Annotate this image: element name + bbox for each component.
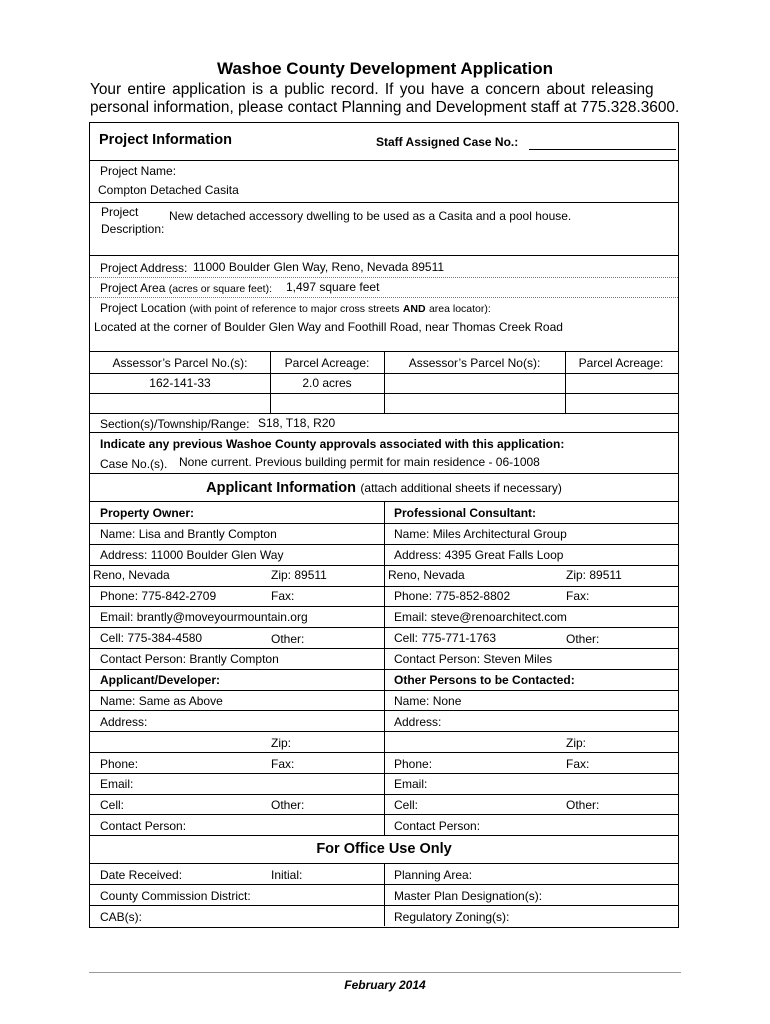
project-location-note-post: area locator): [428, 303, 491, 315]
date-received-label[interactable]: Date Received: [100, 868, 183, 882]
owner-other-label: Other: [271, 632, 305, 646]
owner-email[interactable] [100, 610, 308, 624]
others-cell-label: Cell: [394, 798, 419, 812]
consultant-heading: Professional Consultant: [394, 506, 537, 520]
project-area-value[interactable]: 1,497 square feet [286, 280, 380, 294]
others-cell[interactable] [394, 798, 418, 812]
developer-other[interactable] [271, 798, 304, 812]
consultant-name-label: Name: [394, 527, 430, 541]
parcel-header-1: Assessor’s Parcel No.(s): [112, 356, 248, 370]
developer-contact[interactable] [100, 819, 186, 833]
developer-address-label: Address: [100, 715, 148, 729]
others-heading: Other Persons to be Contacted: [394, 673, 575, 687]
owner-fax-label: Fax: [271, 589, 295, 603]
commission-district-label[interactable]: County Commission District: [100, 889, 251, 903]
others-fax[interactable] [566, 757, 589, 771]
consultant-other[interactable] [566, 632, 599, 646]
owner-cell-value: 775-384-4580 [127, 631, 203, 645]
owner-name-value: Lisa and Brantly Compton [138, 527, 277, 541]
owner-phone-value: 775-842-2709 [141, 589, 217, 603]
consultant-email-label: Email: [394, 610, 428, 624]
rule-dotted [90, 277, 678, 278]
consultant-city[interactable]: Reno, Nevada [388, 568, 465, 582]
consultant-name-value: Miles Architectural Group [432, 527, 567, 541]
others-zip-label: Zip: [566, 736, 587, 750]
owner-zip[interactable] [271, 568, 327, 582]
rule [90, 202, 678, 203]
cab-label[interactable]: CAB(s): [100, 910, 142, 924]
owner-name[interactable] [100, 527, 277, 541]
consultant-email-value: steve@renoarchitect.com [430, 610, 567, 624]
developer-other-label: Other: [271, 798, 305, 812]
consultant-name[interactable] [394, 527, 567, 541]
project-location-note-and: AND [402, 303, 426, 315]
column-divider [384, 501, 385, 835]
consultant-contact[interactable] [394, 652, 552, 666]
others-contact-label: Contact Person: [394, 819, 481, 833]
case-nos-value[interactable]: None current. Previous building permit for main residence - 06-1008 [179, 455, 540, 469]
regulatory-zoning-label[interactable]: Regulatory Zoning(s): [394, 910, 510, 924]
consultant-zip-value: 89511 [589, 568, 622, 582]
column-divider [384, 863, 385, 926]
owner-email-label: Email: [100, 610, 134, 624]
developer-name[interactable] [100, 694, 223, 708]
developer-name-label: Name: [100, 694, 136, 708]
consultant-cell-label: Cell: [394, 631, 419, 645]
owner-zip-label: Zip: [271, 568, 292, 582]
project-name-label: Project Name: [100, 164, 177, 178]
others-contact[interactable] [394, 819, 480, 833]
others-phone[interactable] [394, 757, 432, 771]
others-fax-label: Fax: [566, 757, 590, 771]
rule [90, 413, 678, 414]
others-name-value: None [432, 694, 462, 708]
project-description-value[interactable]: New detached accessory dwelling to be used as a Casita and a pool house. [169, 209, 572, 223]
developer-address[interactable] [100, 715, 147, 729]
master-plan-label[interactable]: Master Plan Designation(s): [394, 889, 543, 903]
consultant-cell-value: 775-771-1763 [421, 631, 497, 645]
intro-line-2: personal information, please contact Planning and Development staff at 775.328.3600. [90, 99, 680, 116]
consultant-address-value: 4395 Great Falls Loop [444, 548, 564, 562]
owner-phone-label: Phone: [100, 589, 139, 603]
initial-label[interactable]: Initial: [271, 868, 303, 882]
case-no-label: Staff Assigned Case No.: [376, 135, 519, 149]
others-address[interactable] [394, 715, 441, 729]
rule [90, 835, 678, 836]
consultant-fax[interactable] [566, 589, 589, 603]
developer-name-value: Same as Above [138, 694, 223, 708]
project-description-label-2: Description: [101, 222, 165, 236]
project-location-label [100, 301, 491, 315]
case-no-line [529, 149, 676, 150]
consultant-other-label: Other: [566, 632, 600, 646]
owner-zip-value: 89511 [294, 568, 327, 582]
consultant-cell[interactable] [394, 631, 496, 645]
rule-dotted [90, 297, 678, 298]
planning-area-label[interactable]: Planning Area: [394, 868, 473, 882]
section-township-label: Section(s)/Township/Range: [100, 417, 250, 431]
applicant-section-title: Applicant Information [206, 480, 356, 496]
owner-city[interactable]: Reno, Nevada [93, 568, 170, 582]
owner-fax[interactable] [271, 589, 294, 603]
developer-email[interactable] [100, 777, 133, 791]
owner-email-value: brantly@moveyourmountain.org [136, 610, 308, 624]
consultant-phone[interactable] [394, 589, 510, 603]
parcel-header-4: Parcel Acreage: [578, 356, 664, 370]
rule [90, 160, 678, 161]
parcel-cell[interactable]: 2.0 acres [302, 376, 352, 390]
developer-zip[interactable] [271, 736, 291, 750]
consultant-contact-value: Steven Miles [483, 652, 553, 666]
rule [90, 473, 678, 474]
footer-date: February 2014 [344, 978, 426, 992]
project-location-value[interactable]: Located at the corner of Boulder Glen Way and Foothill Road, near Thomas Creek Road [94, 320, 563, 334]
others-name-label: Name: [394, 694, 430, 708]
developer-zip-label: Zip: [271, 736, 292, 750]
consultant-contact-label: Contact Person: [394, 652, 481, 666]
developer-fax-label: Fax: [271, 757, 295, 771]
project-location-note: (with point of reference to major cross streets [189, 303, 400, 315]
project-description-label: Project [101, 205, 139, 219]
owner-contact-value: Brantly Compton [189, 652, 279, 666]
project-address-value[interactable]: 11000 Boulder Glen Way, Reno, Nevada 89511 [193, 260, 445, 274]
rule [90, 255, 678, 256]
rule [90, 432, 678, 433]
owner-other[interactable] [271, 632, 304, 646]
others-email-label: Email: [394, 777, 428, 791]
consultant-zip[interactable] [566, 568, 622, 582]
applicant-section-note: (attach additional sheets if necessary) [360, 481, 562, 495]
project-address-label: Project Address: [100, 261, 188, 275]
project-area-label [100, 281, 272, 295]
project-location-label-text: Project Location [100, 301, 187, 315]
owner-address-value: 11000 Boulder Glen Way [150, 548, 284, 562]
page-title: Washoe County Development Application [217, 59, 553, 78]
parcel-cell[interactable]: 162-141-33 [149, 376, 211, 390]
parcel-header-2: Parcel Acreage: [284, 356, 370, 370]
consultant-phone-label: Phone: [394, 589, 433, 603]
others-other[interactable] [566, 798, 599, 812]
consultant-phone-value: 775-852-8802 [435, 589, 511, 603]
section-township-value[interactable]: S18, T18, R20 [258, 416, 336, 430]
project-section-title: Project Information [99, 132, 232, 148]
owner-contact-label: Contact Person: [100, 652, 187, 666]
consultant-zip-label: Zip: [566, 568, 587, 582]
owner-address[interactable] [100, 548, 283, 562]
developer-phone-label: Phone: [100, 757, 139, 771]
others-address-label: Address: [394, 715, 442, 729]
developer-cell[interactable] [100, 798, 124, 812]
property-owner-heading: Property Owner: [100, 506, 195, 520]
case-no-field[interactable] [530, 132, 676, 148]
others-name[interactable] [394, 694, 461, 708]
owner-phone[interactable] [100, 589, 216, 603]
footer-rule [89, 972, 681, 973]
others-other-label: Other: [566, 798, 600, 812]
others-phone-label: Phone: [394, 757, 433, 771]
consultant-email[interactable] [394, 610, 567, 624]
developer-fax[interactable] [271, 757, 294, 771]
project-name-value[interactable]: Compton Detached Casita [98, 183, 239, 197]
owner-address-label: Address: [100, 548, 148, 562]
applicant-section-heading [90, 479, 678, 497]
project-area-label-text: Project Area [100, 281, 166, 295]
developer-phone[interactable] [100, 757, 138, 771]
consultant-address[interactable] [394, 548, 563, 562]
project-area-note: (acres or square feet): [168, 283, 273, 295]
previous-approvals-label: Indicate any previous Washoe County approvals associated with this application: [100, 437, 565, 451]
developer-cell-label: Cell: [100, 798, 125, 812]
developer-email-label: Email: [100, 777, 134, 791]
case-nos-label: Case No.(s). [100, 457, 168, 471]
others-zip[interactable] [566, 736, 586, 750]
owner-name-label: Name: [100, 527, 136, 541]
office-use-title: For Office Use Only [316, 841, 452, 857]
developer-heading: Applicant/Developer: [100, 673, 221, 687]
others-email[interactable] [394, 777, 427, 791]
owner-cell-label: Cell: [100, 631, 125, 645]
owner-contact[interactable] [100, 652, 279, 666]
intro-line-1: Your entire application is a public record. If you have a concern about releasing [90, 81, 654, 98]
parcel-header-3: Assessor’s Parcel No(s): [408, 356, 541, 370]
developer-contact-label: Contact Person: [100, 819, 187, 833]
consultant-fax-label: Fax: [566, 589, 590, 603]
consultant-address-label: Address: [394, 548, 442, 562]
owner-cell[interactable] [100, 631, 202, 645]
